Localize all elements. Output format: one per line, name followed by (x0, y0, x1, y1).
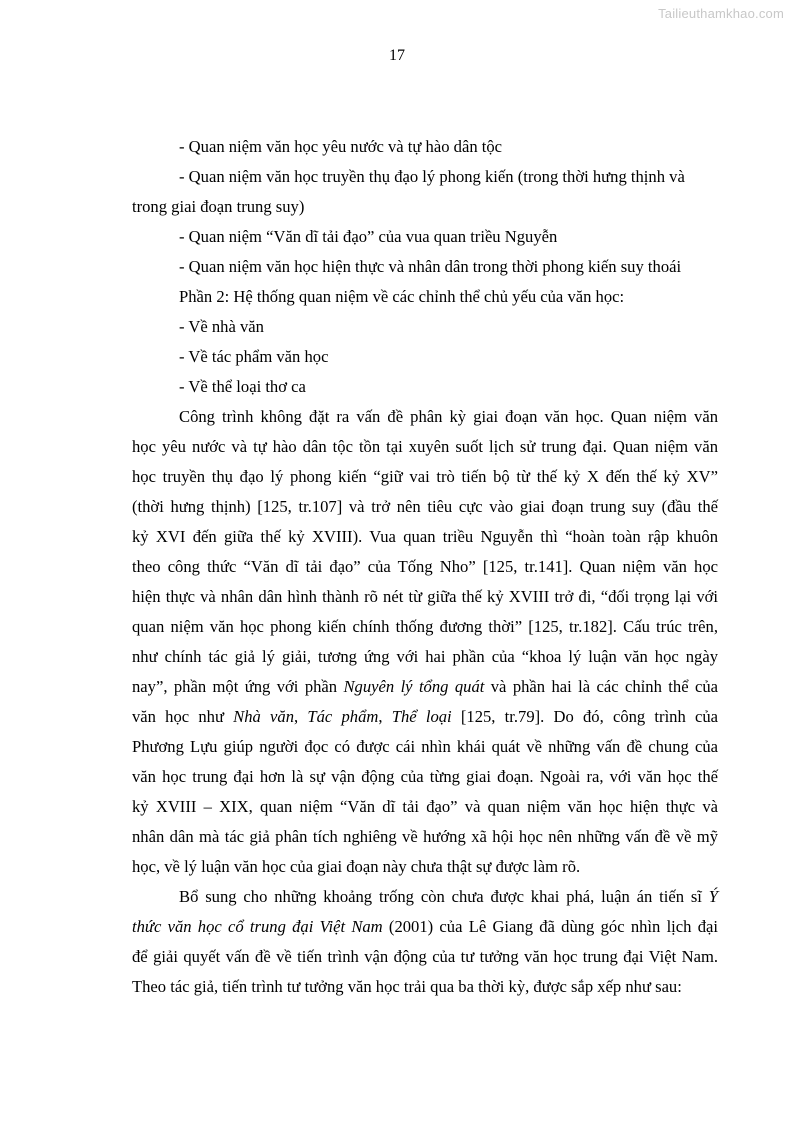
italic-term: Thể loại (391, 707, 452, 726)
document-body (132, 132, 718, 1002)
list-item: - Về nhà văn (179, 317, 264, 336)
paragraph-line: để giải quyết vấn đề về tiến trình vận động của tư tưởng văn học trung đại Việt Nam. (132, 947, 718, 966)
text-run: và phần hai là các chỉnh thể của (484, 677, 718, 696)
text-run: , (294, 707, 308, 726)
paragraph-line: văn học trung đại hơn là sự vận động của từng giai đoạn. Ngoài ra, với văn học thế (132, 767, 718, 786)
list-item: - Quan niệm “Văn dĩ tải đạo” của vua quan triều Nguyễn (179, 227, 558, 246)
text-run: nay”, phần một ứng với phần (132, 677, 344, 696)
section-heading: Phần 2: Hệ thống quan niệm về các chỉnh thể chủ yếu của văn học: (179, 287, 625, 306)
paragraph-line: quan niệm văn học phong kiến chính thống đương thời” [125, tr.182]. Cấu trúc trên, (132, 617, 718, 636)
paragraph-line: học yêu nước và tự hào dân tộc tồn tại xuyên suốt lịch sử trung đại. Quan niệm văn (132, 437, 718, 456)
list-item: - Quan niệm văn học truyền thụ đạo lý phong kiến (trong thời hưng thịnh và (179, 167, 685, 186)
list-item: - Về tác phẩm văn học (179, 347, 329, 366)
paragraph-line: kỷ XVIII – XIX, quan niệm “Văn dĩ tải đạo” và quan niệm văn học hiện thực và (132, 797, 718, 816)
page-number: 17 (389, 47, 405, 64)
paragraph-line: Phương Lựu giúp người đọc có được cái nhìn khái quát về những vấn đề chung của (132, 737, 718, 756)
italic-term: Tác phẩm (307, 707, 379, 726)
paragraph-line (132, 912, 718, 942)
list-item: - Quan niệm văn học hiện thực và nhân dân trong thời phong kiến suy thoái (179, 257, 682, 276)
paragraph-line: học, về lý luận văn học của giai đoạn này chưa thật sự được làm rõ. (132, 857, 581, 876)
list-item: - Về thể loại thơ ca (179, 377, 306, 396)
paragraph-line: học truyền thụ đạo lý phong kiến “giữ vai trò tiến bộ từ thế kỷ X đến thế kỷ XV” (132, 467, 718, 486)
italic-term: Nhà văn (233, 707, 294, 726)
paragraph-1 (132, 402, 718, 882)
italic-title: thức văn học cổ trung đại Việt Nam (132, 917, 383, 936)
text-run: , (378, 707, 392, 726)
paragraph-2 (132, 882, 718, 1002)
list-item-continuation: trong giai đoạn trung suy) (132, 197, 305, 216)
text-run: văn học như (132, 707, 234, 726)
paragraph-line (132, 672, 718, 702)
paragraph-line: Công trình không đặt ra vấn đề phân kỳ giai đoạn văn học. Quan niệm văn (179, 407, 718, 426)
paragraph-line: (thời hưng thịnh) [125, tr.107] và trở nên tiêu cực vào giai đoạn trung suy (đầu thế (132, 497, 718, 516)
italic-title: Nguyên lý tổng quát (343, 677, 485, 696)
paragraph-line: như chính tác giả lý giải, tương ứng với hai phần của “khoa lý luận văn học ngày (132, 647, 718, 666)
paragraph-line (132, 882, 718, 912)
text-run: [125, tr.79]. Do đó, công trình của (451, 707, 719, 726)
paragraph-line: hiện thực và nhân dân hình thành rõ nét từ giữa thế kỷ XVIII trở đi, “đối trọng lại với (132, 587, 718, 606)
italic-title: Ý (708, 887, 718, 906)
paragraph-line: theo công thức “Văn dĩ tải đạo” của Tống Nho” [125, tr.141]. Quan niệm văn học (132, 557, 718, 576)
paragraph-line (132, 702, 718, 732)
text-run: (2001) của Lê Giang đã dùng góc nhìn lịch đại (382, 917, 718, 936)
watermark: Tailieuthamkhao.com (658, 6, 784, 21)
list-item: - Quan niệm văn học yêu nước và tự hào dân tộc (179, 137, 503, 156)
paragraph-line: kỷ XVI đến giữa thế kỷ XVIII). Vua quan triều Nguyễn thì “hoàn toàn rập khuôn (132, 527, 718, 546)
paragraph-line: nhân dân mà tác giả phân tích nghiêng về hướng xã hội học nên những vấn đề về mỹ (132, 827, 718, 846)
paragraph-line: Theo tác giả, tiến trình tư tưởng văn học trải qua ba thời kỳ, được sắp xếp như sau: (132, 977, 682, 996)
text-run: Bổ sung cho những khoảng trống còn chưa được khai phá, luận án tiến sĩ (179, 887, 709, 906)
